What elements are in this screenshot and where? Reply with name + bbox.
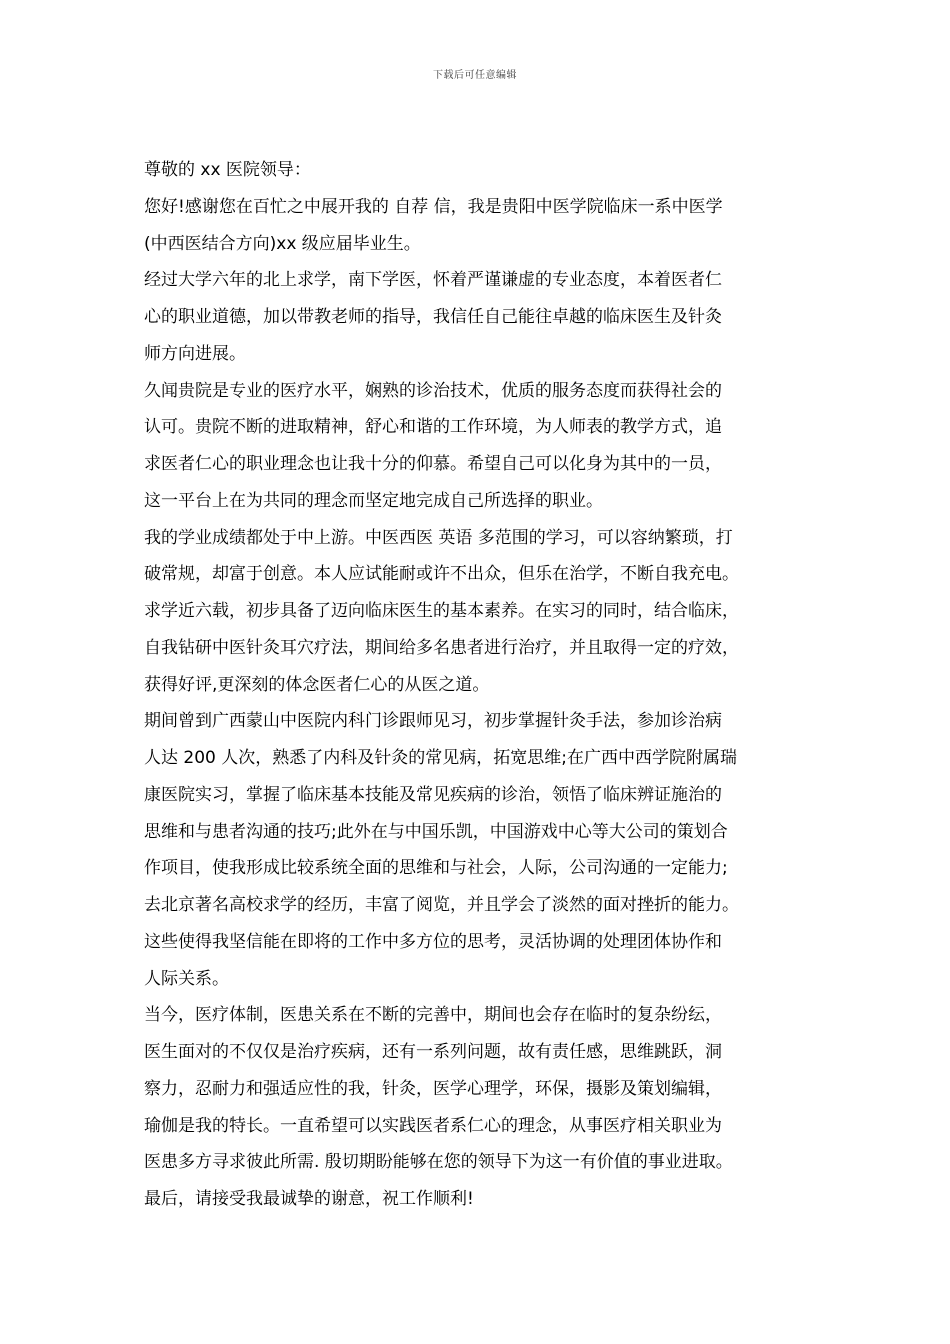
text-line: 我的学业成绩都处于中上游。中医西医 英语 多范围的学习，可以容纳繁琐，打 bbox=[144, 527, 733, 548]
text-line: 师方向进展。 bbox=[144, 343, 246, 364]
text-line: 当今，医疗体制，医患关系在不断的完善中，期间也会存在临时的复杂纷纭， bbox=[144, 1005, 722, 1026]
text-line: 认可。贵院不断的进取精神，舒心和谐的工作环境，为人师表的教学方式，追 bbox=[144, 417, 722, 438]
text-line: 获得好评,更深刻的体念医者仁心的从医之道。 bbox=[144, 674, 490, 695]
text-line: 这些使得我坚信能在即将的工作中多方位的思考，灵活协调的处理团体协作和 bbox=[144, 931, 722, 952]
salutation-line: 尊敬的 xx 医院领导： bbox=[144, 160, 311, 180]
text-line: 人际关系。 bbox=[144, 968, 229, 989]
text-line: 久闻贵院是专业的医疗水平，娴熟的诊治技术，优质的服务态度而获得社会的 bbox=[144, 380, 722, 401]
text-line: 医患多方寻求彼此所需. 殷切期盼能够在您的领导下为这一有价值的事业进取。 bbox=[144, 1152, 733, 1173]
text-line: 去北京著名高校求学的经历，丰富了阅览，并且学会了淡然的面对挫折的能力。 bbox=[144, 895, 739, 915]
page-header-note: 下载后可任意编辑 bbox=[433, 70, 517, 81]
text-line: 破常规，却富于创意。本人应试能耐或许不出众，但乐在治学，不断自我充电。 bbox=[144, 564, 739, 585]
text-line: 人达 200 人次，熟悉了内科及针灸的常见病，拓宽思维;在广西中西学院附属瑞 bbox=[144, 748, 737, 768]
text-line: 瑜伽是我的特长。一直希望可以实践医者系仁心的理念，从事医疗相关职业为 bbox=[144, 1115, 722, 1136]
text-line: 这一平台上在为共同的理念而坚定地完成自己所选择的职业。 bbox=[144, 490, 603, 511]
text-line: 思维和与患者沟通的技巧;此外在与中国乐凯，中国游戏中心等大公司的策划合 bbox=[144, 821, 728, 842]
text-line: 自我钻研中医针灸耳穴疗法，期间给多名患者进行治疗，并且取得一定的疗效， bbox=[144, 637, 739, 658]
text-line: 求医者仁心的职业理念也让我十分的仰慕。希望自己可以化身为其中的一员， bbox=[144, 454, 722, 474]
closing-line: 最后，请接受我最诚挚的谢意，祝工作顺利! bbox=[144, 1189, 474, 1209]
text-line: 医生面对的不仅仅是治疗疾病，还有一系列问题，故有责任感，思维跳跃，洞 bbox=[144, 1042, 722, 1062]
text-line: 您好!感谢您在百忙之中展开我的 自荐 信，我是贵阳中医学院临床一系中医学 bbox=[144, 196, 723, 217]
text-line: (中西医结合方向)xx 级应届毕业生。 bbox=[144, 233, 421, 254]
text-line: 经过大学六年的北上求学，南下学医，怀着严谨谦虚的专业态度，本着医者仁 bbox=[144, 270, 722, 291]
text-line: 作项目，使我形成比较系统全面的思维和与社会，人际，公司沟通的一定能力; bbox=[144, 858, 728, 879]
text-line: 心的职业道德，加以带教老师的指导，我信任自己能往卓越的临床医生及针灸 bbox=[144, 307, 722, 327]
letter-body bbox=[144, 152, 820, 1218]
text-line: 康医院实习，掌握了临床基本技能及常见疾病的诊治，领悟了临床辨证施治的 bbox=[144, 784, 722, 805]
text-line: 察力，忍耐力和强适应性的我，针灸，医学心理学，环保，摄影及策划编辑， bbox=[144, 1078, 722, 1099]
text-line: 求学近六载，初步具备了迈向临床医生的基本素养。在实习的同时，结合临床， bbox=[144, 601, 739, 621]
text-line: 期间曾到广西蒙山中医院内科门诊跟师见习，初步掌握针灸手法，参加诊治病 bbox=[144, 711, 722, 732]
